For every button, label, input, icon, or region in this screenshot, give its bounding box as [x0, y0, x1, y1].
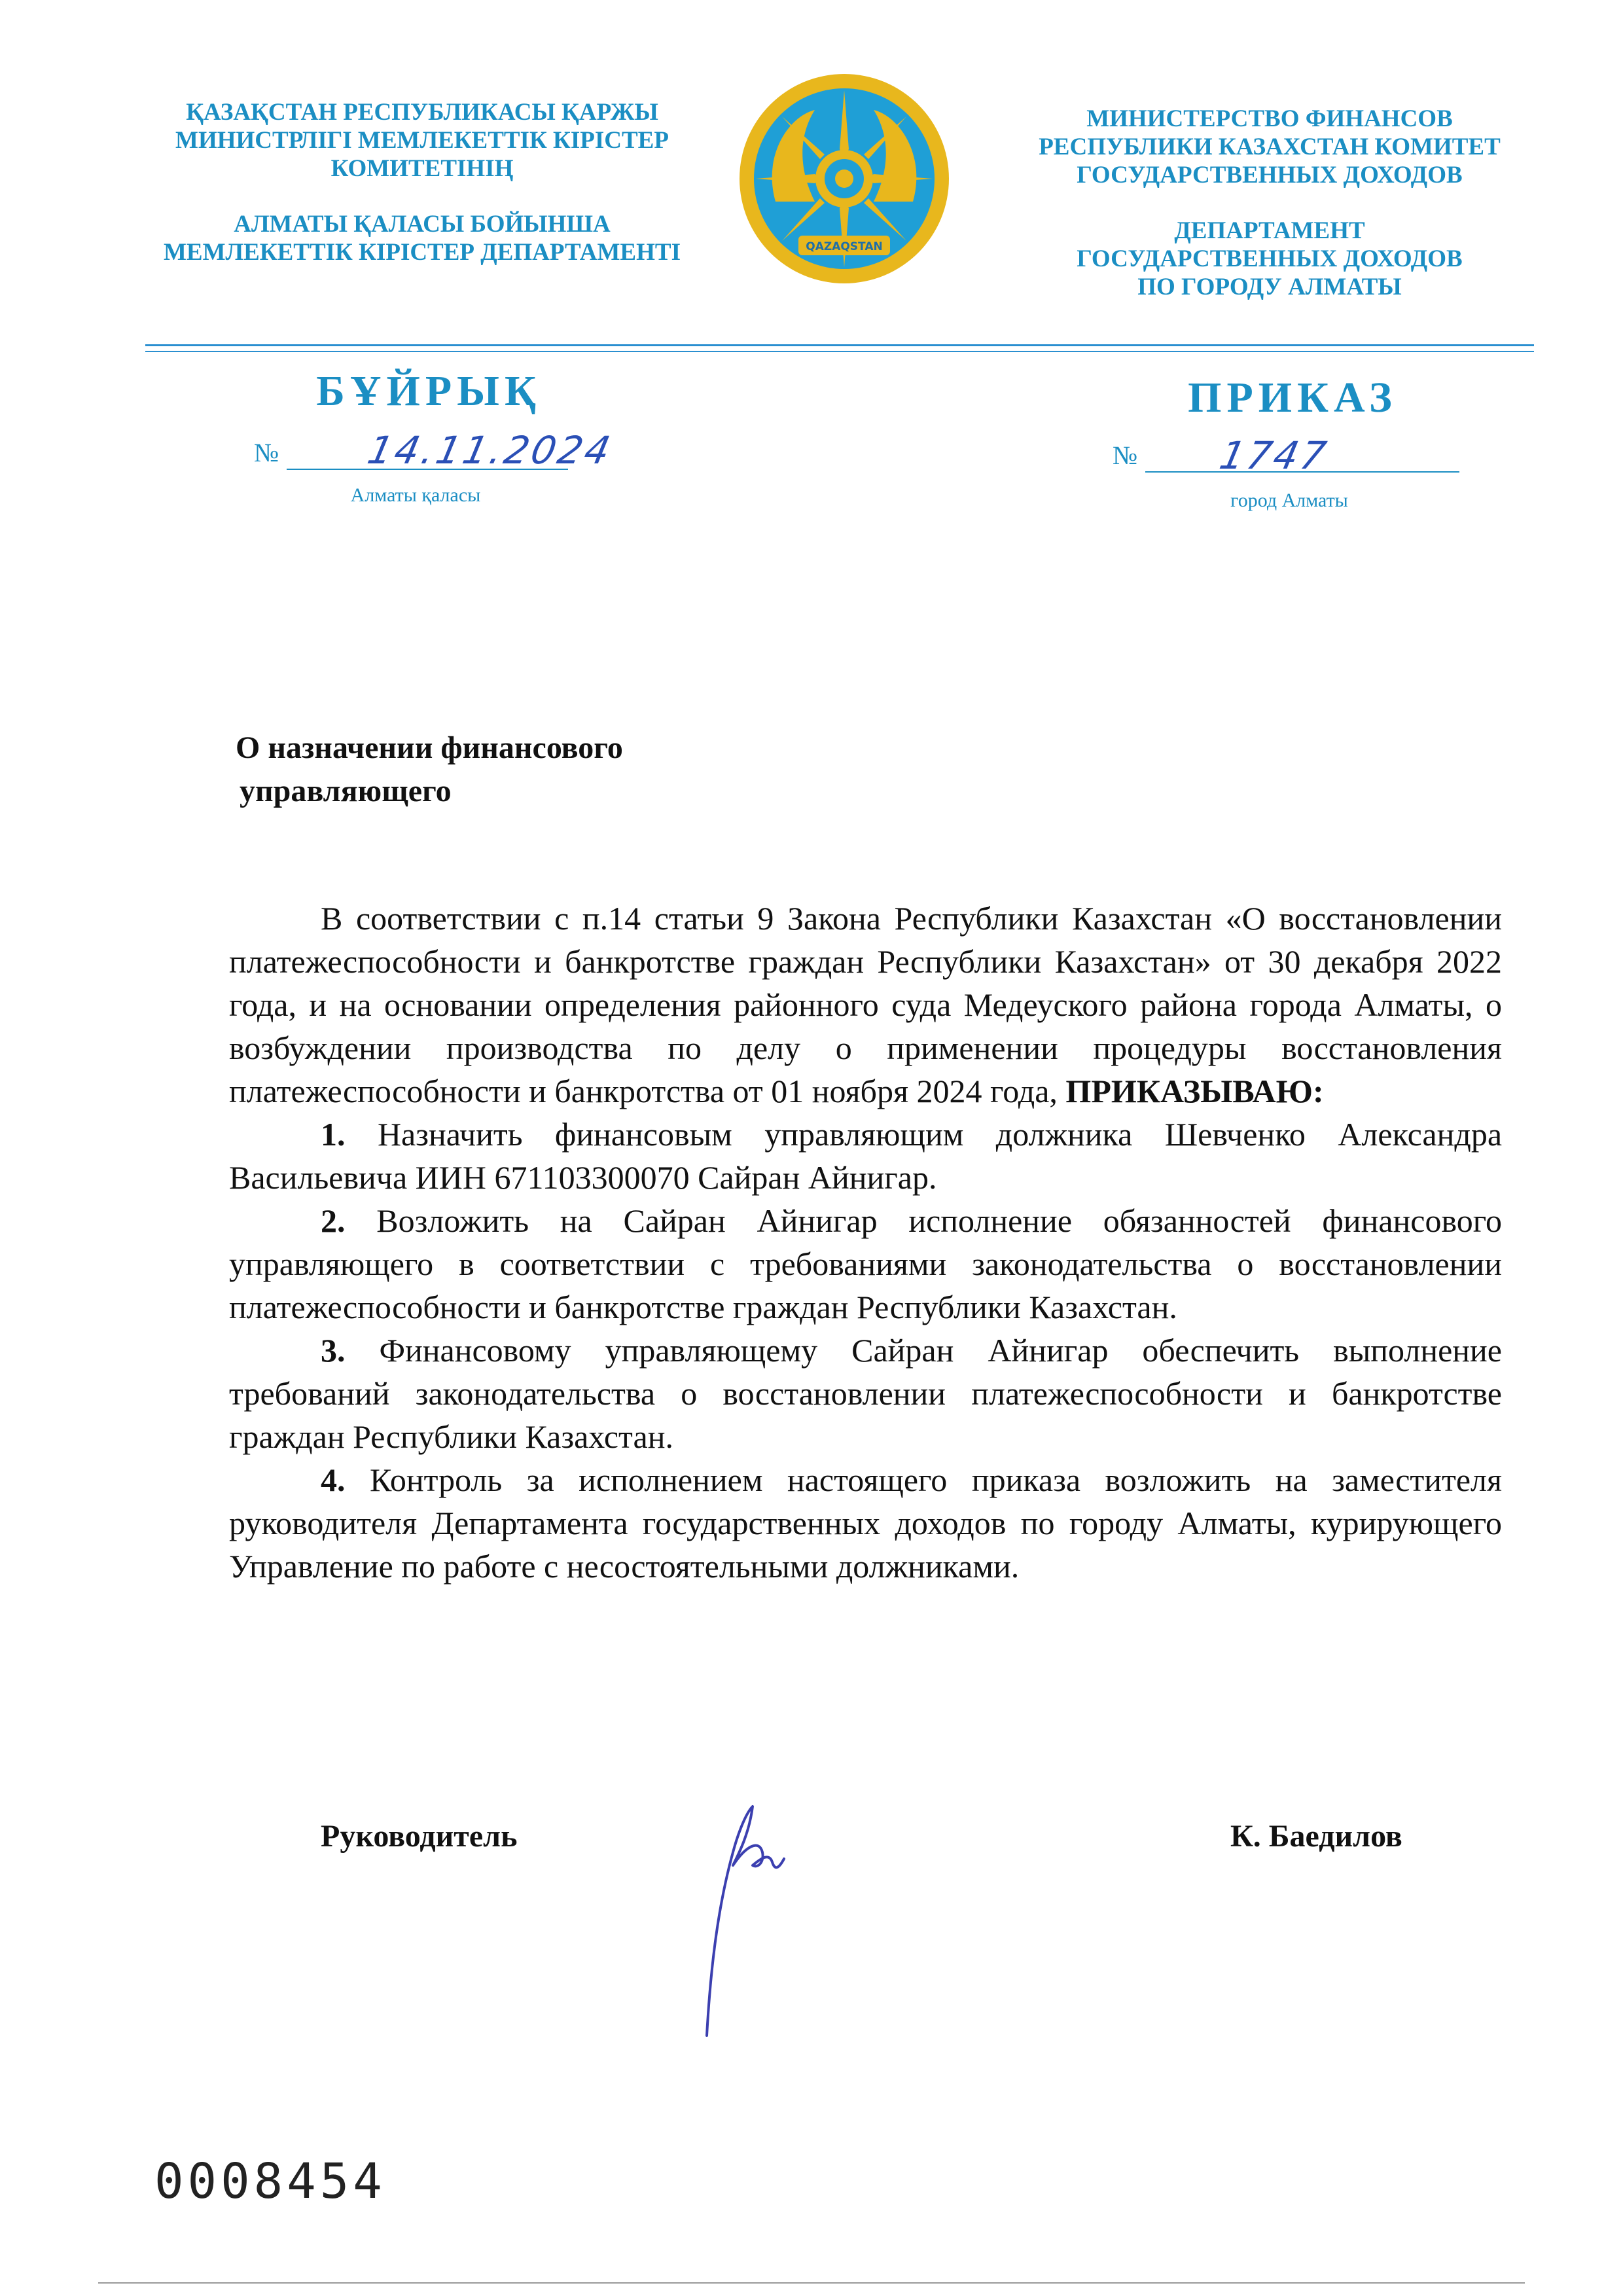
header-russian-line: МИНИСТЕРСТВО ФИНАНСОВ [1086, 105, 1453, 132]
svg-text:QAZAQSTAN: QAZAQSTAN [806, 240, 883, 253]
item-number: 2. [321, 1202, 346, 1239]
order-word: ПРИКАЗЫВАЮ: [1065, 1073, 1324, 1109]
order-item [229, 1199, 1502, 1329]
number-sign: № [1113, 440, 1138, 470]
header-kazakh-line: МИНИСТРЛІГІ МЕМЛЕКЕТТІК КІРІСТЕР [175, 127, 669, 154]
subject-line: управляющего [240, 774, 452, 808]
order-number-field [1113, 433, 1433, 479]
handwritten-signature [687, 1780, 818, 2042]
preamble-text: В соответствии с п.14 статьи 9 Закона Республики Казахстан «О восстановлении платежеспособности и банкротстве граждан Республики Казахстан» от 30 декабря 2022 года, и на основании определения районного суда Медеуского района города Алматы, о возбуждении производства по делу о применении процедуры восстановления платежеспособности и банкротства от 01 ноября 2024 года, [229, 900, 1502, 1109]
header-russian-line: РЕСПУБЛИКИ КАЗАХСТАН КОМИТЕТ [1039, 134, 1501, 160]
item-number: 3. [321, 1332, 346, 1369]
doc-title-russian: ПРИКАЗ [1188, 374, 1397, 422]
header-russian-line: ПО ГОРОДУ АЛМАТЫ [1137, 274, 1402, 300]
document-subject [236, 726, 623, 813]
signatory-position: Руководитель [321, 1819, 518, 1854]
header-russian-line: ГОСУДАРСТВЕННЫХ ДОХОДОВ [1077, 245, 1463, 272]
header-kazakh-line: АЛМАТЫ ҚАЛАСЫ БОЙЫНША [234, 211, 611, 238]
header-divider [145, 344, 1534, 352]
header-kazakh-line: ҚАЗАҚСТАН РЕСПУБЛИКАСЫ ҚАРЖЫ [186, 99, 658, 126]
signatory-name: К. Баедилов [1230, 1819, 1402, 1854]
city-russian: город Алматы [1230, 490, 1348, 511]
handwritten-date: 14.11.2024 [363, 428, 617, 473]
subject-line: О назначении финансового [236, 730, 623, 765]
state-emblem-icon [736, 71, 952, 287]
handwritten-order-number: 1747 [1215, 433, 1332, 478]
date-field [254, 428, 617, 476]
item-number: 4. [321, 1462, 346, 1498]
doc-title-kazakh: БҰЙРЫҚ [316, 367, 541, 415]
item-text: Контроль за исполнением настоящего приказа возложить на заместителя руководителя Департамента государственных доходов по городу Алматы, курирующего Управление по работе с несостоятельными должниками. [229, 1462, 1502, 1585]
order-item [229, 1329, 1502, 1458]
header-russian [1021, 105, 1518, 301]
item-text: Финансовому управляющему Сайран Айнигар обеспечить выполнение требований законодательства о восстановлении платежеспособности и банкротстве граждан Республики Казахстан. [229, 1332, 1503, 1455]
header-russian-line: ДЕПАРТАМЕНТ [1174, 217, 1365, 244]
header-russian-line: ГОСУДАРСТВЕННЫХ ДОХОДОВ [1077, 162, 1463, 188]
city-kazakh: Алматы қаласы [350, 484, 481, 506]
serial-number: 0008454 [154, 2153, 386, 2210]
header-kazakh-line: МЕМЛЕКЕТТІК КІРІСТЕР ДЕПАРТАМЕНТІ [164, 239, 681, 266]
item-text: Назначить финансовым управляющим должника Шевченко Александра Васильевича ИИН 671103300070 Сайран Айнигар. [229, 1116, 1503, 1196]
number-sign: № [254, 438, 279, 467]
header-kazakh [98, 98, 746, 266]
order-item [229, 1113, 1502, 1199]
item-number: 1. [321, 1116, 346, 1153]
order-item [229, 1458, 1502, 1588]
header-kazakh-line: КОМИТЕТІНІҢ [330, 155, 514, 182]
item-text: Возложить на Сайран Айнигар исполнение обязанностей финансового управляющего в соответствии с требованиями законодательства о восстановлении платежеспособности и банкротстве граждан Республики Казахстан. [229, 1202, 1502, 1325]
page-bottom-edge [98, 2282, 1525, 2284]
preamble-paragraph [229, 897, 1502, 1113]
document-body [229, 897, 1502, 1588]
